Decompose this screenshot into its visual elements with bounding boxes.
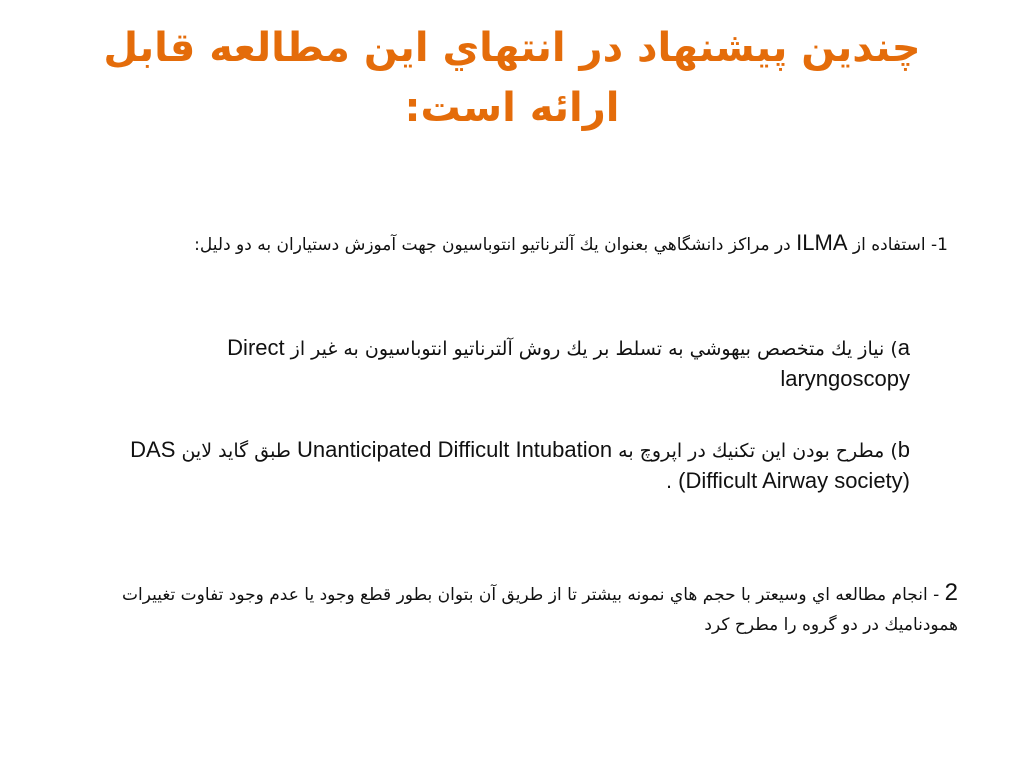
recommendation-1 (70, 228, 948, 260)
recommendation-2-number: 2 (944, 579, 958, 606)
reason-b (90, 435, 910, 497)
recommendation-2 (90, 578, 958, 640)
reason-b-text-2: طبق گايد لاين (175, 440, 297, 462)
recommendation-2-text: - انجام مطالعه اي وسيعتر با حجم هاي نمونه بيشتر تا از طريق آن بتوان بطور قطع وجود يا عدم وجود تفاوت تغييرات همودناميك در دو گروه را مطرح كرد (121, 585, 958, 635)
reason-a-text: ) نياز يك متخصص بيهوشي به تسلط بر يك روش آلترناتيو انتوباسيون به غير از (284, 338, 898, 360)
direct-laryngoscopy-term: Direct laryngoscopy (227, 335, 910, 391)
reason-a (110, 333, 910, 395)
reason-b-end: . (666, 471, 679, 493)
das-guideline-term: DAS (Difficult Airway society) (130, 437, 910, 493)
ilma-term: ILMA (796, 230, 848, 255)
slide-title: چندين پيشنهاد در انتهاي اين مطالعه قابل ارائه است: (103, 25, 921, 131)
reason-a-marker: a (897, 335, 910, 360)
unanticipated-difficult-intubation-term: Unanticipated Difficult Intubation (296, 437, 613, 462)
recommendation-1-text: در مراكز دانشگاهي بعنوان يك آلترناتيو انتوباسيون جهت آموزش دستياران به دو دليل: (194, 235, 797, 255)
reason-b-text-1: ) مطرح بودن اين تكنيك در اپروچ به (612, 440, 898, 462)
reason-b-marker: b (897, 437, 910, 462)
recommendation-1-prefix: 1- استفاده از (847, 235, 948, 255)
